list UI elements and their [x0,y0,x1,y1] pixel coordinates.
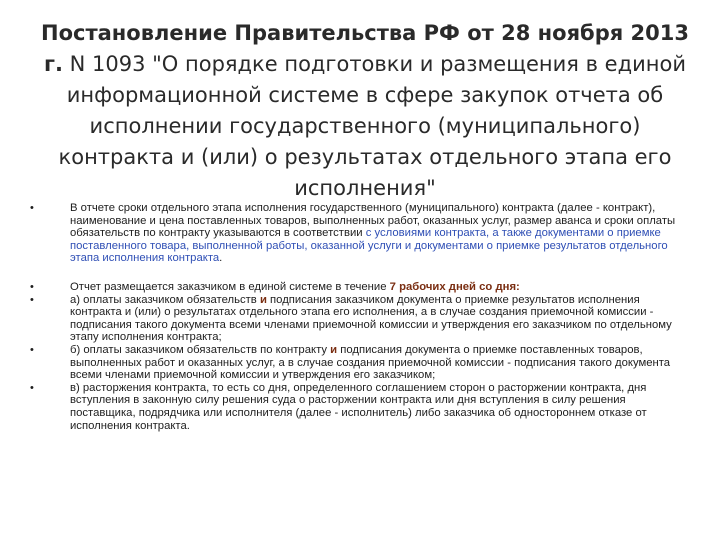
item-highlight-text: с условиями контракта, а также документами о приемке поставленного товара, выполненной работы, оказанной услуги и документами о приемке результатов отдельного этапа исполнения контракта [70,227,668,265]
bullet-list [30,202,680,432]
list-item [30,382,680,432]
item-text: а) оплаты заказчиком обязательств [70,293,260,306]
item-text: В отчете сроки отдельного этапа исполнения государственного (муниципального) контракта (далее - контракт), наименование и цена поставленных товаров, выполненных работ, оказанных услуг, размер аванса и сроки оплаты обязательств по контракту указываются в соответствии [70,202,676,240]
title-bold-part: Постановление Правительства РФ от 28 ноября 2013 г. [41,21,689,76]
item-text-end: подписания документа о приемке поставленных товаров, выполненных работ и оказанных услуг, а в случае создания приемочной комиссии - подписания такого документа всеми членами приемочной комиссии и утверждения его заказчиком; [70,343,671,382]
title-normal-part: N 1093 "О порядке подготовки и размещения в единой информационной системе в сфере закупок отчета об исполнении государственного (муниципального) контракта и (или) о результатах отдельного этапа его исполнения" [58,52,686,200]
item-text-end: подписания заказчиком документа о приемке результатов исполнения контракта и (или) о результатах отдельного этапа его исполнения, а в случае создания приемочной комиссии - подписания такого документа всеми членами приемочной комиссии и утверждения его заказчиком по отдельному этапу исполнения контракта; [70,293,672,344]
list-item [30,202,680,265]
list-item [30,294,680,344]
bullet-icon: • [30,202,34,214]
item-text: в) расторжения контракта, то есть со дня, определенного соглашением сторон о расторжении контракта, дня вступления в законную силу решения суда о расторжении контракта или дня вступления в силу решения поставщика, подрядчика или исполнителя (далее - исполнитель) либо заказчика об одностороннем отказе от исполнения контракта. [70,381,647,432]
list-item [30,281,680,294]
item-accent-text: и [259,293,267,306]
bullet-icon: • [30,280,34,293]
item-text: Отчет размещается заказчиком в единой системе в течение [70,280,390,293]
bullet-icon: • [30,381,34,394]
bullet-icon: • [30,293,34,306]
item-accent-text: 7 рабочих дней со дня: [389,280,520,293]
item-text: б) оплаты заказчиком обязательств по контракту [70,343,331,356]
item-text-end: . [219,252,223,265]
bullet-icon: • [30,343,34,356]
list-item [30,344,680,382]
slide-title [40,18,690,204]
item-accent-text: и [330,343,338,356]
